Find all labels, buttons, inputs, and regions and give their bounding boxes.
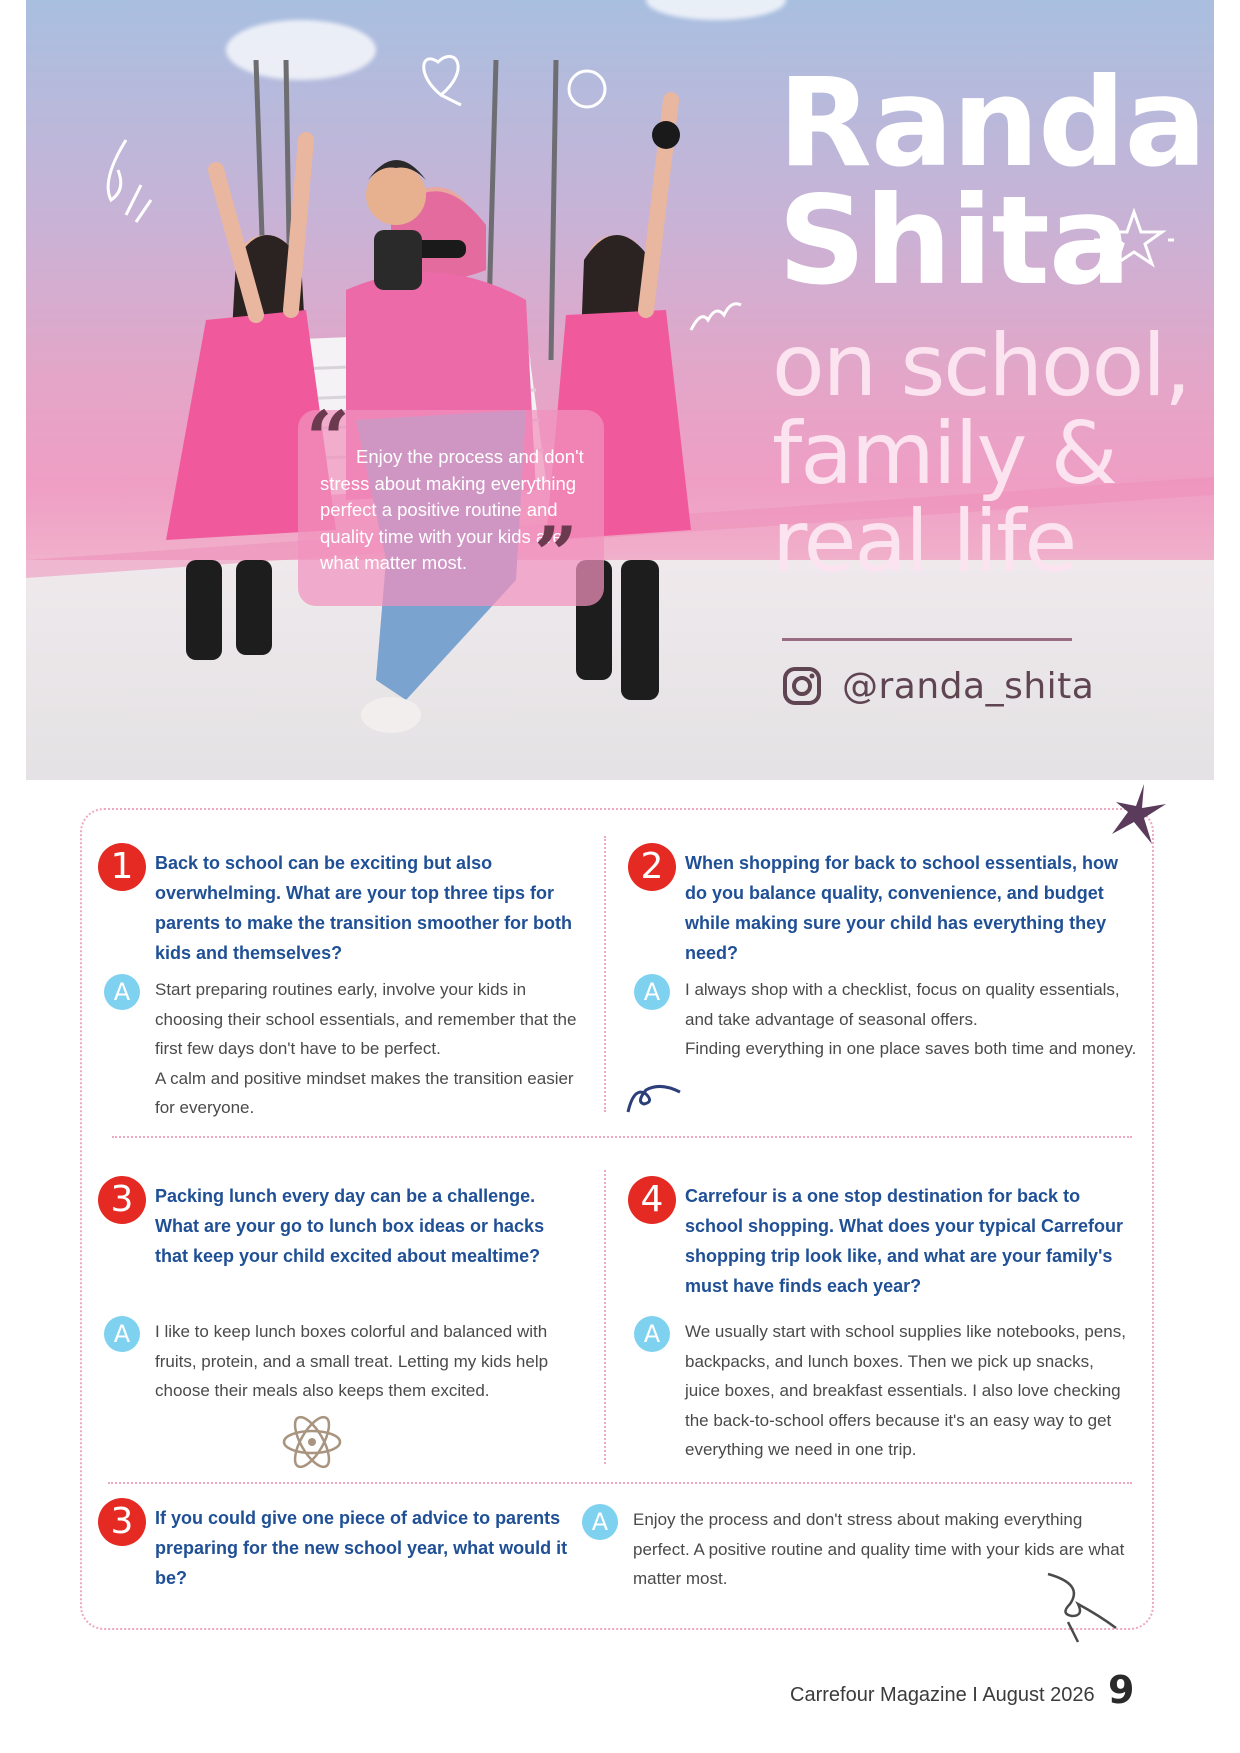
- doodle-squiggle-icon: [96, 130, 176, 230]
- question-text: Packing lunch every day can be a challenge. What are your go to lunch box ideas or hacks that keep your child excited about mealtime?: [155, 1186, 545, 1266]
- swirl-doodle-icon: [686, 290, 746, 340]
- instagram-handle[interactable]: @randa_shita: [842, 665, 1095, 707]
- answer-text: We usually start with school supplies like notebooks, pens, backpacks, and lunch boxes. Then we pick up snacks, juice boxes, and breakfast essentials. I also love checking the back-to-school offers because it's an easy way to get everything we need in one trip.: [685, 1322, 1126, 1459]
- knot-doodle-icon: [1044, 1570, 1120, 1644]
- answer-paragraph: A calm and positive mindset makes the transition easier for everyone.: [155, 1068, 574, 1117]
- column-divider: [604, 836, 606, 1112]
- open-quote-icon: “: [306, 394, 350, 483]
- answer-badge: A: [634, 974, 670, 1010]
- title-last-name: Shita: [778, 170, 1131, 312]
- question-text: When shopping for back to school essentials, how do you balance quality, convenience, and budget while making sure your child has everything they need?: [685, 853, 1119, 963]
- subtitle-line: on school,: [772, 316, 1190, 416]
- row-divider: [108, 1482, 1132, 1484]
- pull-quote-first-line: Enjoy the process and don't: [356, 446, 584, 467]
- subtitle-line: real life: [772, 492, 1076, 592]
- answer-badge: A: [634, 1316, 670, 1352]
- instagram-handle-row[interactable]: [782, 662, 1094, 710]
- question-text: Back to school can be exciting but also overwhelming. What are your top three tips for parents to make the transition smoother for both kids and themselves?: [155, 853, 573, 963]
- hero-banner: [26, 0, 1214, 780]
- magazine-footer: Carrefour Magazine I August 2026: [790, 1684, 1095, 1706]
- question-text: Carrefour is a one stop destination for back to school shopping. What does your typical Carrefour shopping trip look like, and what are your family's must have finds each year?: [685, 1186, 1124, 1296]
- title-first-name: Randa: [778, 52, 1206, 194]
- title-divider: [782, 638, 1072, 641]
- answer-badge: A: [104, 974, 140, 1010]
- answer-paragraph: I always shop with a checklist, focus on quality essentials, and take advantage of seasonal offers.: [685, 980, 1120, 1029]
- answer-badge: A: [582, 1504, 618, 1540]
- question-number: 4: [628, 1176, 676, 1224]
- subtitle-line: family &: [772, 404, 1116, 504]
- answer-text: [685, 975, 1140, 1064]
- close-quote-icon: ”: [534, 510, 578, 599]
- atom-doodle-icon: [280, 1410, 344, 1474]
- page-number: 9: [1108, 1668, 1135, 1712]
- pull-quote: [298, 394, 604, 606]
- cloud-shape: [646, 0, 786, 20]
- answer-paragraph: Start preparing routines early, involve your kids in choosing their school essentials, and remember that the first few days don't have to be perfect.: [155, 980, 577, 1058]
- question-text: If you could give one piece of advice to parents preparing for the new school year, what would it be?: [155, 1508, 568, 1588]
- answer-text: [155, 975, 595, 1123]
- answer-text: I like to keep lunch boxes colorful and balanced with fruits, protein, and a small treat. Letting my kids help choose their meals also keeps them excited.: [155, 1322, 549, 1400]
- heart-doodle-icon: [406, 40, 476, 110]
- hero-subtitle: [772, 316, 1190, 592]
- question-number: 3: [98, 1498, 146, 1546]
- question-number: 3: [98, 1176, 146, 1224]
- loop-doodle-icon: [624, 1080, 684, 1116]
- pull-quote-rest: stress about making everything perfect a positive routine and quality time with your kids are what matter most.: [320, 472, 577, 573]
- answer-text: Enjoy the process and don't stress about making everything perfect. A positive routine and quality time with your kids are what matter most.: [633, 1510, 1125, 1588]
- question-number: 2: [628, 843, 676, 891]
- hero-title: [778, 52, 1206, 312]
- row-divider: [112, 1136, 1132, 1138]
- column-divider: [604, 1170, 606, 1464]
- answer-paragraph: Finding everything in one place saves both time and money.: [685, 1039, 1137, 1058]
- answer-badge: A: [104, 1316, 140, 1352]
- circle-doodle-icon: [564, 66, 610, 112]
- star-doodle-icon: [1108, 782, 1168, 846]
- instagram-icon: [782, 666, 822, 706]
- question-number: 1: [98, 843, 146, 891]
